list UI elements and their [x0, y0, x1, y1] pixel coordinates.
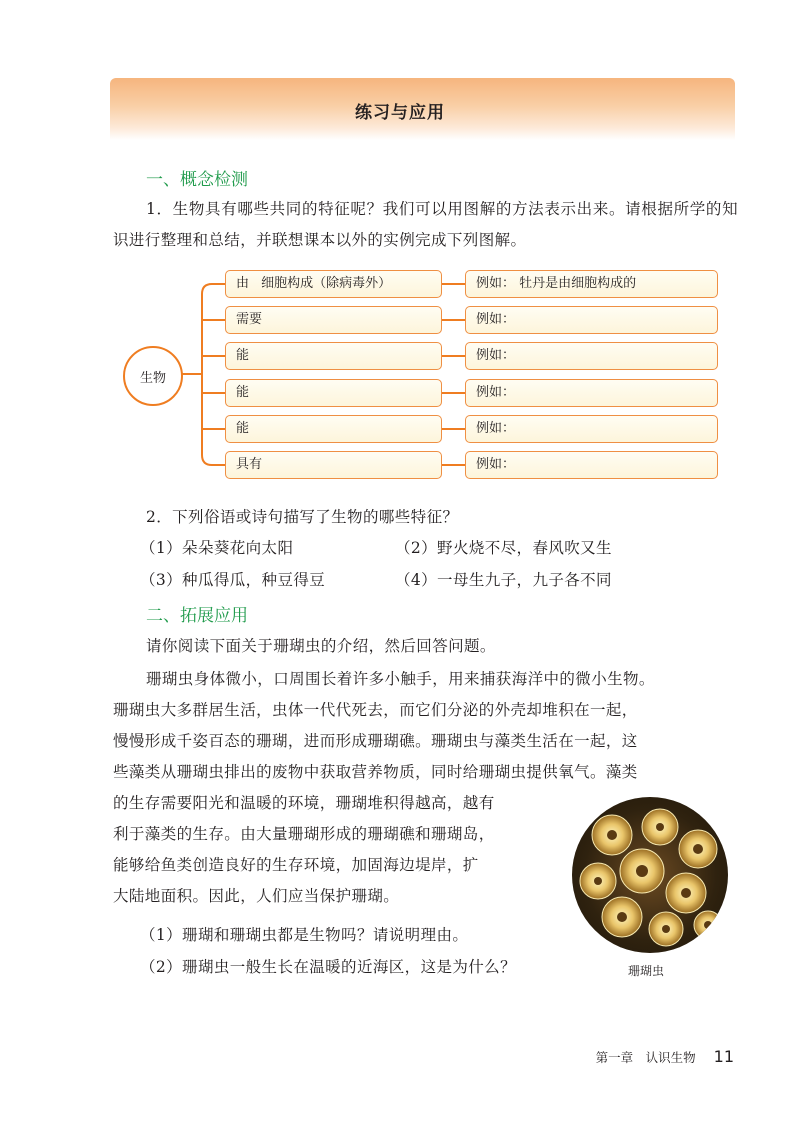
- coral-para-line: 珊瑚虫身体微小，口周围长着许多小触手，用来捕获海洋中的微小生物。: [146, 670, 655, 688]
- page-footer: [596, 1047, 734, 1066]
- example-box-3[interactable]: [465, 342, 718, 370]
- trait-box-6[interactable]: [225, 451, 442, 479]
- example-answer: 牡丹是由细胞构成的: [519, 276, 637, 291]
- coral-question-1: （1）珊瑚和珊瑚虫都是生物吗？请说明理由。: [140, 926, 469, 944]
- question-1-text: 1．生物具有哪些共同的特征呢？我们可以用图解的方法表示出来。请根据所学的知识进行整理和总结，并联想课本以外的实例完成下列图解。: [113, 200, 738, 249]
- trait-prefix: 能: [236, 421, 250, 436]
- q2-item-1: （1）朵朵葵花向太阳: [140, 539, 294, 557]
- coral-para-line: 利于藻类的生存。由大量珊瑚形成的珊瑚礁和珊瑚岛，: [113, 825, 495, 843]
- coral-para-line: 大陆地面积。因此，人们应当保护珊瑚。: [113, 887, 400, 905]
- question-2-text: 2．下列俗语或诗句描写了生物的哪些特征？: [146, 508, 459, 526]
- example-box-1[interactable]: [465, 270, 718, 298]
- example-prefix: 例如：: [476, 385, 516, 400]
- coral-polyp-photo: [572, 797, 728, 953]
- coral-question-2: （2）珊瑚虫一般生长在温暖的近海区，这是为什么？: [140, 958, 516, 976]
- trait-box-3[interactable]: [225, 342, 442, 370]
- q2-item-3: （3）种瓜得瓜，种豆得豆: [140, 571, 326, 589]
- example-prefix: 例如：: [476, 276, 516, 291]
- trait-prefix: 由: [236, 276, 250, 291]
- example-prefix: 例如：: [476, 421, 516, 436]
- coral-para-line: 能够给鱼类创造良好的生存环境，加固海边堤岸，扩: [113, 856, 479, 874]
- banner-title: 练习与应用: [355, 103, 445, 123]
- example-box-4[interactable]: [465, 379, 718, 407]
- example-box-5[interactable]: [465, 415, 718, 443]
- example-prefix: 例如：: [476, 457, 516, 472]
- coral-para-line: 慢慢形成千姿百态的珊瑚，进而形成珊瑚礁。珊瑚虫与藻类生活在一起，这: [113, 732, 638, 750]
- q2-item-2: （2）野火烧不尽，春风吹又生: [395, 539, 612, 557]
- trait-box-2[interactable]: [225, 306, 442, 334]
- example-prefix: 例如：: [476, 312, 516, 327]
- coral-para-line: 珊瑚虫大多群居生活，虫体一代代死去，而它们分泌的外壳却堆积在一起，: [113, 701, 638, 719]
- chapter-label: 第一章 认识生物: [595, 1050, 696, 1065]
- trait-prefix: 需要: [236, 312, 263, 327]
- trait-box-1[interactable]: [225, 270, 442, 298]
- example-box-6[interactable]: [465, 451, 718, 479]
- section-heading-concept-check: 一、概念检测: [146, 170, 248, 190]
- section-heading-extension: 二、拓展应用: [146, 606, 248, 626]
- page-number: 11: [713, 1047, 734, 1066]
- q2-item-4: （4）一母生九子，九子各不同: [395, 571, 612, 589]
- trait-answer: 细胞构成（除病毒外）: [261, 276, 392, 291]
- trait-prefix: 具有: [236, 457, 263, 472]
- diagram-center-organism: [123, 346, 183, 406]
- trait-prefix: 能: [236, 348, 250, 363]
- example-prefix: 例如：: [476, 348, 516, 363]
- coral-para-line: 的生存需要阳光和温暖的环境，珊瑚堆积得越高，越有: [113, 794, 495, 812]
- coral-polyp-illustration: [572, 797, 728, 953]
- coral-image-caption: 珊瑚虫: [628, 964, 665, 978]
- diagram-center-label: 生物: [139, 370, 166, 386]
- example-box-2[interactable]: [465, 306, 718, 334]
- trait-box-4[interactable]: [225, 379, 442, 407]
- coral-para-line: 些藻类从珊瑚虫排出的废物中获取营养物质，同时给珊瑚虫提供氧气。藻类: [113, 763, 638, 781]
- coral-intro: 请你阅读下面关于珊瑚虫的介绍，然后回答问题。: [146, 637, 496, 655]
- trait-prefix: 能: [236, 385, 250, 400]
- trait-box-5[interactable]: [225, 415, 442, 443]
